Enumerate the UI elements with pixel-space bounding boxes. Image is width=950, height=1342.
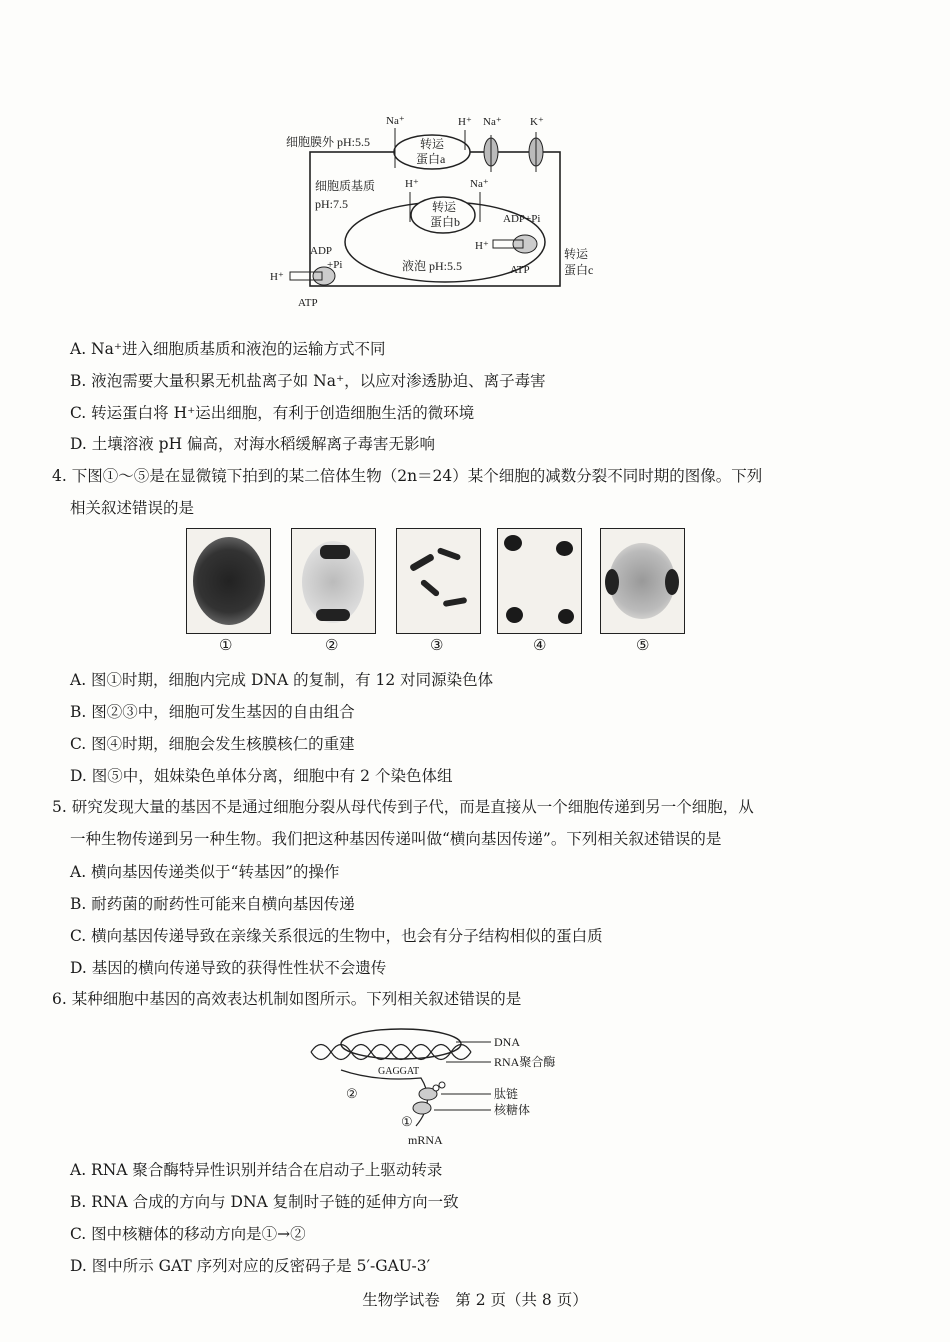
q3-option-d: D. 土壤溶液 pH 偏高，对海水稻缓解离子毒害无影响 <box>70 435 436 453</box>
h-right: H⁺ <box>475 240 489 252</box>
protein-c-label-2: 蛋白c <box>564 263 594 277</box>
protein-c-label-1: 转运 <box>564 247 589 261</box>
label-dna: DNA <box>494 1035 520 1049</box>
micrograph-label-3: ③ <box>430 636 444 654</box>
micrograph-5 <box>600 528 685 634</box>
micrograph-label-5: ⑤ <box>636 636 650 654</box>
micrograph-3 <box>396 528 481 634</box>
micrograph-label-2: ② <box>325 636 339 654</box>
q4-option-c: C. 图④时期，细胞会发生核膜核仁的重建 <box>70 735 355 753</box>
micrograph-4 <box>497 528 582 634</box>
q6-option-d: D. 图中所示 GAT 序列对应的反密码子是 5′-GAU-3′ <box>70 1257 431 1275</box>
label-peptide: 肽链 <box>494 1087 519 1101</box>
adp-left: ADP <box>310 245 333 257</box>
micrograph-label-1: ① <box>219 636 233 654</box>
outside-label: 细胞膜外 pH:5.5 <box>286 135 371 149</box>
q6-option-c: C. 图中核糖体的移动方向是①→② <box>70 1225 306 1243</box>
na-top-left: Na⁺ <box>386 115 405 127</box>
h-top: H⁺ <box>458 116 472 128</box>
gene-expression-diagram <box>306 1022 596 1150</box>
page-footer: 生物学试卷 第 2 页（共 8 页） <box>362 1291 588 1309</box>
protein-a-label-2: 蛋白a <box>416 152 446 166</box>
cytoplasm-label-2: pH:7.5 <box>315 197 348 211</box>
ion-transport-diagram <box>260 110 620 315</box>
label-ribosome: 核糖体 <box>494 1103 531 1117</box>
micrograph-label-4: ④ <box>533 636 547 654</box>
label-rna-polymerase: RNA聚合酶 <box>494 1055 556 1069</box>
q4-option-d: D. 图⑤中，姐妹染色单体分离，细胞中有 2 个染色体组 <box>70 767 453 785</box>
q4-stem-line2: 相关叙述错误的是 <box>70 499 195 517</box>
q4-option-a: A. 图①时期，细胞内完成 DNA 的复制，有 12 对同源染色体 <box>70 671 494 689</box>
protein-b-label-1: 转运 <box>432 200 457 214</box>
q6-option-a: A. RNA 聚合酶特异性识别并结合在启动子上驱动转录 <box>70 1161 443 1179</box>
h-left: H⁺ <box>270 271 284 283</box>
q6-option-b: B. RNA 合成的方向与 DNA 复制时子链的延伸方向一致 <box>70 1193 459 1211</box>
na-mid: Na⁺ <box>470 178 489 190</box>
sequence-label: GAGGAT <box>378 1066 420 1077</box>
q5-stem-line1: 5. 研究发现大量的基因不是通过细胞分裂从母代传到子代，而是直接从一个细胞传递到另一个细胞，从 <box>52 798 754 816</box>
atp-left: ATP <box>298 297 318 309</box>
na-top: Na⁺ <box>483 116 502 128</box>
q3-option-a: A. Na⁺进入细胞质基质和液泡的运输方式不同 <box>70 340 386 358</box>
q3-option-c: C. 转运蛋白将 H⁺运出细胞，有利于创造细胞生活的微环境 <box>70 404 475 422</box>
q4-stem-line1: 4. 下图①～⑤是在显微镜下拍到的某二倍体生物（2n＝24）某个细胞的减数分裂不同时期的图像。下列 <box>52 467 763 485</box>
k-top: K⁺ <box>530 116 544 128</box>
cytoplasm-label-1: 细胞质基质 <box>315 179 376 193</box>
label-mrna: mRNA <box>408 1133 443 1147</box>
q4-option-b: B. 图②③中，细胞可发生基因的自由组合 <box>70 703 355 721</box>
micrograph-1 <box>186 528 271 634</box>
q5-option-b: B. 耐药菌的耐药性可能来自横向基因传递 <box>70 895 355 913</box>
q5-option-c: C. 横向基因传递导致在亲缘关系很远的生物中，也会有分子结构相似的蛋白质 <box>70 927 603 945</box>
q5-stem-line2: 一种生物传递到另一种生物。我们把这种基因传递叫做“横向基因传递”。下列相关叙述错误的是 <box>70 830 722 848</box>
protein-a-label-1: 转运 <box>420 137 445 151</box>
label-two: ② <box>346 1086 358 1101</box>
atp-right: ATP <box>510 264 530 276</box>
micrograph-2 <box>291 528 376 634</box>
pi-left: +Pi <box>327 259 343 271</box>
q5-option-d: D. 基因的横向传递导致的获得性性状不会遗传 <box>70 959 387 977</box>
protein-b-label-2: 蛋白b <box>430 215 461 229</box>
vacuole-label: 液泡 pH:5.5 <box>402 259 463 273</box>
label-one: ① <box>401 1114 413 1129</box>
adp-pi-right: ADP+Pi <box>503 213 541 225</box>
q5-option-a: A. 横向基因传递类似于“转基因”的操作 <box>70 863 340 881</box>
q6-stem: 6. 某种细胞中基因的高效表达机制如图所示。下列相关叙述错误的是 <box>52 990 522 1008</box>
q3-option-b: B. 液泡需要大量积累无机盐离子如 Na⁺，以应对渗透胁迫、离子毒害 <box>70 372 546 390</box>
h-mid: H⁺ <box>405 178 419 190</box>
